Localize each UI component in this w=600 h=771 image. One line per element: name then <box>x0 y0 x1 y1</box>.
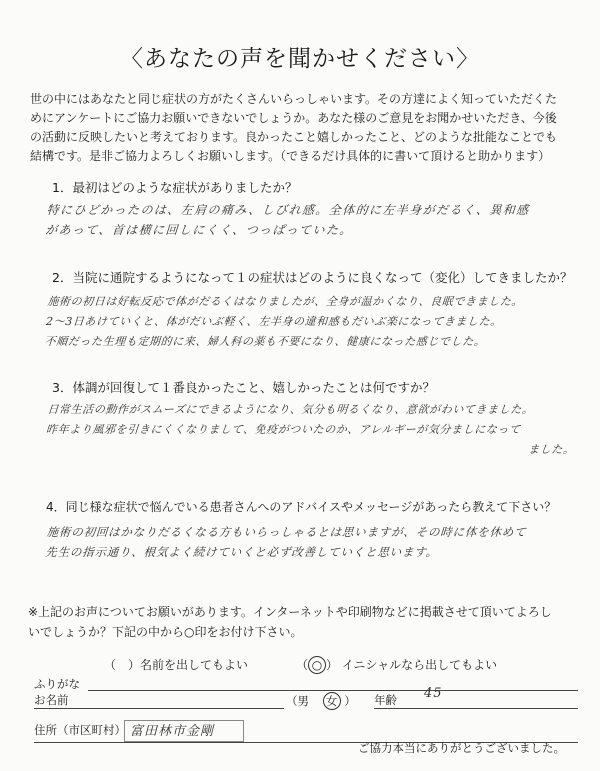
answer-line: 不順だった生理も定期的に来、婦人科の薬も不要になり、健康になった感じでした。 <box>44 335 486 348</box>
age-label: 年齢 <box>374 693 397 707</box>
furigana-line <box>88 690 578 691</box>
answer-line: があって、首は横に回しにくく、つっぱっていた。 <box>44 223 354 237</box>
thanks-text: ご協力本当にありがとうございました。 <box>358 741 565 755</box>
age-value: 45 <box>424 686 443 701</box>
option-initial-ok[interactable]: （ ○ ） イニシャルなら出してもよい <box>296 658 498 672</box>
notice-line: いでしょうか？下記の中から○印をお付け下さい。 <box>28 625 303 639</box>
answer-line: 昨年より風邪を引きにくくなりまして、免疫がついたのか、アレルギーが気分ましになって <box>45 423 522 436</box>
age-line <box>374 708 578 709</box>
sex-close-paren: ） <box>344 694 356 708</box>
intro-line: の活動に反映したいと考えております。良かったこと嬉しかったこと、どのような批能なことでも <box>30 130 558 144</box>
answer-4 <box>45 522 588 562</box>
sex-female-circled: 女 <box>323 692 341 710</box>
sex-male-label: （男 <box>286 694 309 708</box>
answer-1 <box>45 200 588 240</box>
page-title: 〈あなたの声を聞かせください〉 <box>120 46 480 72</box>
furigana-label: ふりがな <box>34 677 80 691</box>
intro-line: 世の中にはあなたと同じ症状の方がたくさんいらっしゃいます。その方達によく知っていただくた <box>30 92 558 106</box>
answer-2 <box>44 292 588 352</box>
answer-line: 日常生活の動作がスムーズにできるようになり、気分も明るくなり、意欲がわいてきました。 <box>46 403 534 416</box>
sex-field[interactable] <box>286 692 356 710</box>
answer-line: 先生の指示通り、根気よく続けていくと必ず改善していくと思います。 <box>44 545 439 559</box>
address-value: 富田林市金剛 <box>130 724 215 739</box>
intro-line: 結構です。是非ご協力よろしくお願いします。（できるだけ具体的に書いて頂けると助かります） <box>30 149 551 163</box>
selected-circle-mark: ○ <box>308 656 326 674</box>
question-2: 2．当院に通院するようになって１の症状はどのように良くなって（変化）してきましたか？ <box>52 270 573 285</box>
name-field-line[interactable] <box>34 708 284 709</box>
intro-text <box>30 90 590 166</box>
option-name-ok[interactable]: （ ）名前を出してもよい <box>104 658 249 672</box>
answer-3 <box>44 400 588 460</box>
question-4: 4．同じ様な症状で悩んでいる患者さんへのアドバイスやメッセージがあったら教えて下さい？ <box>46 500 557 514</box>
answer-line: 施術の初日は好転反応で体がだるくはなりましたが、全身が温かくなり、良眠できました。 <box>46 295 524 308</box>
option-initial-label: イニシャルなら出してもよい <box>341 658 498 672</box>
question-3: 3．体調が回復して１番良かったこと、嬉しかったことは何ですか？ <box>52 380 435 395</box>
name-label: お名前 <box>34 693 69 707</box>
answer-line: 2〜3日あけていくと、体がだいぶ軽く、左半身の違和感もだいぶ楽になってきました。 <box>45 315 503 328</box>
notice-line: ※上記のお声についてお願いがあります。インターネットや印刷物などに掲載させて頂いてよろし <box>28 605 552 619</box>
question-1: 1．最初はどのような症状がありましたか？ <box>52 180 298 195</box>
answer-line: 施術の初回はかなりだるくなる方もいらっしゃるとは思いますが、その時に体を休めて <box>46 525 527 539</box>
address-label: 住所（市区町村） <box>34 723 126 737</box>
answer-line: 特にひどかったのは、左肩の痛み、しびれ感。全体的に左半身がだるく、異和感 <box>46 203 531 217</box>
answer-line: ました。 <box>527 443 576 456</box>
publication-notice <box>28 602 588 642</box>
intro-line: めにアンケートにご協力お願いできないでしょうか。あなた様のご意見をお聞かせいただき、今後 <box>30 111 557 125</box>
